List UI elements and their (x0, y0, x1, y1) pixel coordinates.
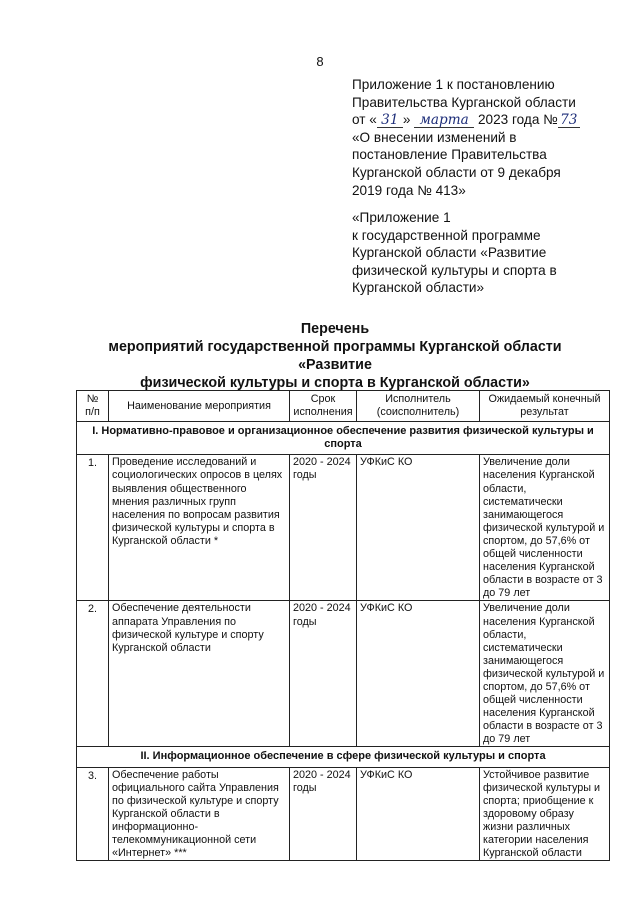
section-1-title: I. Нормативно-правовое и организационное обеспечение развития физической культуры и спорта (77, 422, 610, 455)
appendix-line-4: «О внесении изменений в (352, 129, 517, 145)
page-number: 8 (316, 54, 324, 69)
title-line-1: Перечень (300, 321, 370, 337)
handwritten-day: 31 (377, 113, 403, 128)
row-term: 2020 - 2024 годы (290, 601, 357, 747)
row-executor: УФКиС КО (357, 601, 480, 747)
program-appendix-line-4: физической культуры и спорта в (352, 262, 557, 278)
row-name: Обеспечение деятельности аппарата Управления по физической культуре и спорту Курганской области (109, 601, 290, 747)
program-appendix (352, 209, 614, 297)
header-name: Наименование мероприятия (109, 391, 290, 422)
row-result: Увеличение доли населения Курганской области, систематически занимающегося физической культурой и спортом, до 57,6% от общей численности населения Курганской области в возрасте от 3 до 79 лет (480, 455, 610, 601)
row-name: Проведение исследований и социологических опросов в целях выявления общественного мнения различных групп населения по вопросам развития физической культуры и спорта в Курганской области * (109, 455, 290, 601)
handwritten-month: марта (414, 113, 474, 128)
table-row (77, 601, 610, 747)
document-title (70, 320, 600, 392)
table-row (77, 767, 610, 861)
section-row (77, 747, 610, 767)
appendix-line-2: Правительства Курганской области (352, 94, 576, 110)
date-year: 2023 года № (477, 112, 558, 128)
header-term: Срок исполнения (290, 391, 357, 422)
row-name: Обеспечение работы официального сайта Управления по физической культуре и спорту Курганской области в информационно-телекоммуникационной сети «Интернет» *** (109, 767, 290, 861)
table-header-row (77, 391, 610, 422)
row-executor: УФКиС КО (357, 767, 480, 861)
appendix-line-5: постановление Правительства (352, 147, 547, 163)
table-row (77, 455, 610, 601)
title-line-3: физической культуры и спорта в Курганской области» (140, 375, 530, 391)
row-num: 3. (77, 767, 109, 861)
appendix-line-1: Приложение 1 к постановлению (352, 77, 555, 92)
appendix-line-7: 2019 года № 413» (352, 182, 466, 198)
program-appendix-line-3: Курганской области «Развитие (352, 245, 547, 261)
row-executor: УФКиС КО (357, 455, 480, 601)
row-result: Устойчивое развитие физической культуры и спорта; приобщение к здоровому образу жизни различных категории населения Курганской области (480, 767, 610, 861)
row-term: 2020 - 2024 годы (290, 767, 357, 861)
measures-table-wrapper (76, 390, 609, 861)
row-num: 1. (77, 455, 109, 601)
appendix-header (352, 76, 614, 199)
header-executor: Исполнитель (соисполнитель) (357, 391, 480, 422)
date-prefix: от « (352, 112, 377, 128)
section-2-title: II. Информационное обеспечение в сфере физической культуры и спорта (77, 747, 610, 767)
row-result: Увеличение доли населения Курганской области, систематически занимающегося физической культурой и спортом, до 57,6% от общей численности населения Курганской области в возрасте от 3 до 79 лет (480, 601, 610, 747)
program-appendix-line-1: «Приложение 1 (352, 210, 451, 225)
program-appendix-line-5: Курганской области» (352, 280, 485, 296)
date-mid: » (402, 112, 411, 128)
section-row (77, 422, 610, 455)
row-num: 2. (77, 601, 109, 747)
row-term: 2020 - 2024 годы (290, 455, 357, 601)
appendix-date-line (352, 111, 614, 129)
handwritten-number: 73 (558, 113, 580, 128)
appendix-line-6: Курганской области от 9 декабря (352, 164, 561, 180)
measures-table (76, 390, 610, 861)
title-line-2: мероприятий государственной программы Курганской области «Развитие (108, 339, 562, 373)
header-result: Ожидаемый конечный результат (480, 391, 610, 422)
header-num: № п/п (77, 391, 109, 422)
program-appendix-line-2: к государственной программе (352, 227, 541, 243)
